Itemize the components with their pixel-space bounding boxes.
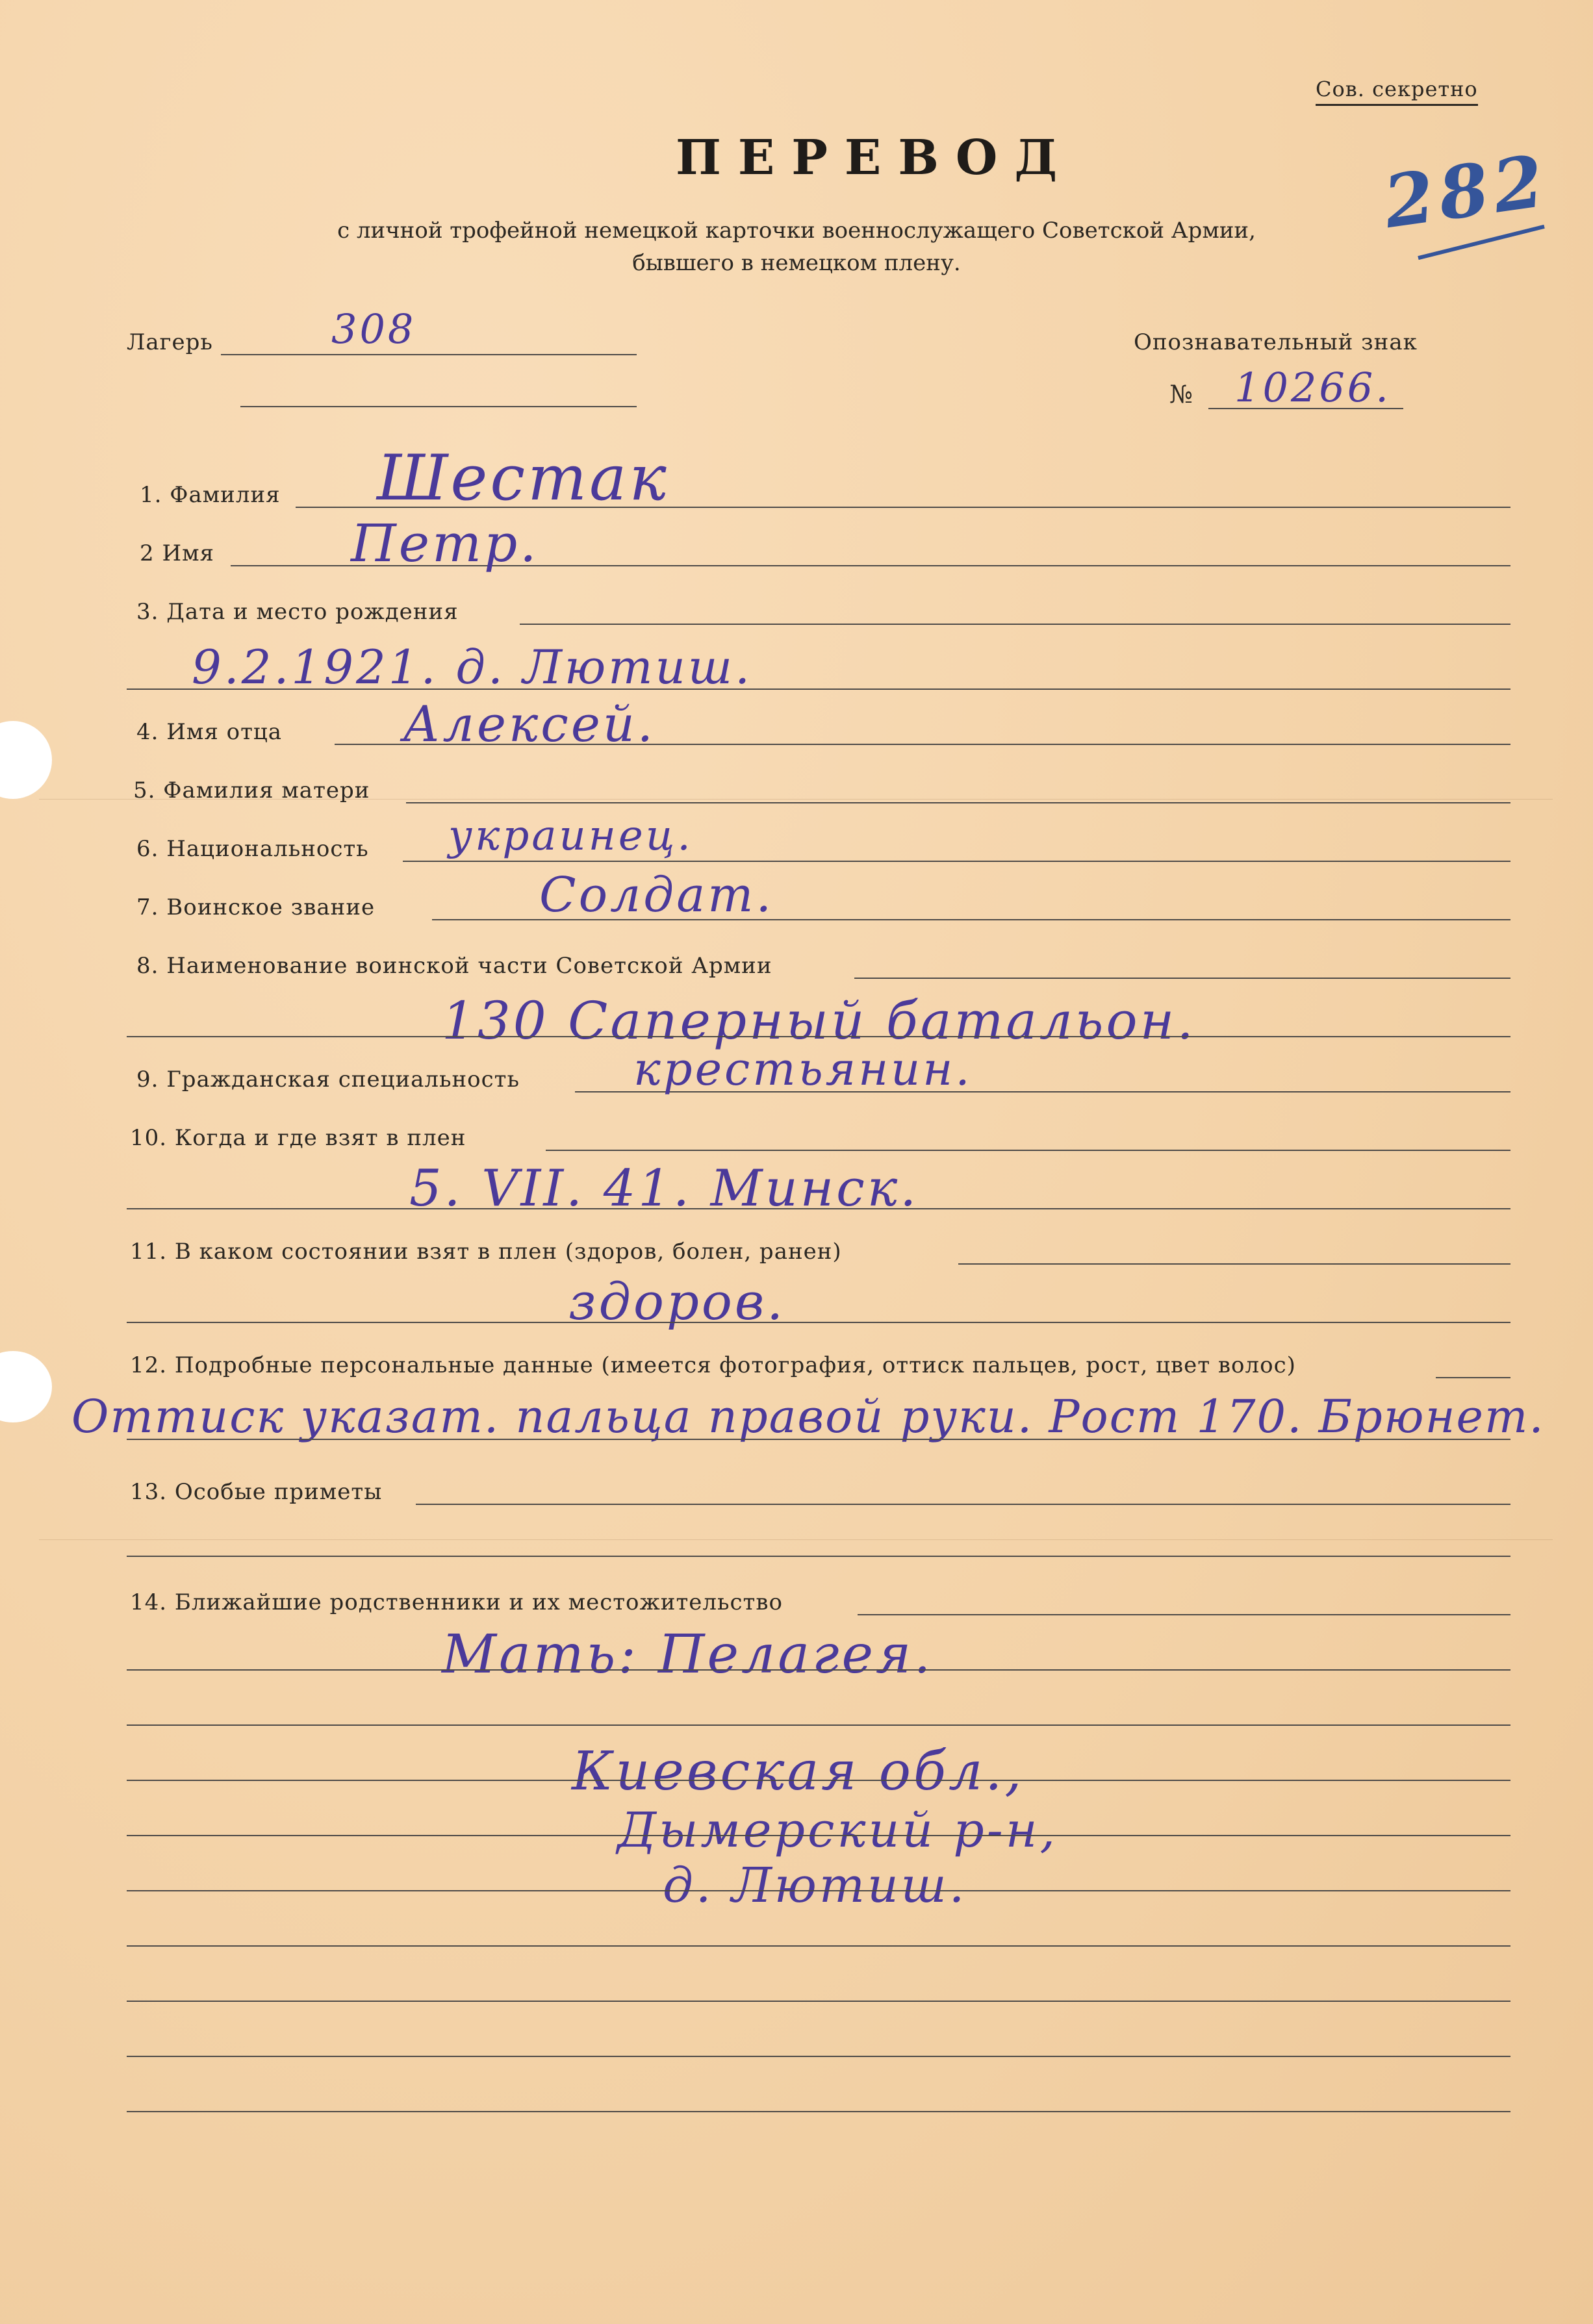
field-1-label: 1. Фамилия [140, 482, 281, 508]
field-14-line-10 [127, 2111, 1510, 2112]
field-4-label: 4. Имя отца [136, 719, 283, 745]
field-12-line-2 [127, 1439, 1510, 1440]
field-3-label: 3. Дата и место рождения [136, 599, 459, 625]
field-11-line [958, 1263, 1510, 1265]
field-10-line [546, 1150, 1510, 1151]
field-6-value: украинец. [448, 812, 693, 860]
field-10-label: 10. Когда и где взят в плен [130, 1125, 466, 1151]
field-13-line [416, 1504, 1510, 1505]
field-9-label: 9. Гражданская специальность [136, 1067, 520, 1093]
field-6-line [403, 861, 1510, 862]
field-3-line-2 [127, 688, 1510, 690]
punch-hole [0, 1351, 52, 1422]
field-2-label: 2 Имя [140, 540, 214, 566]
field-14-line-3 [127, 1724, 1510, 1726]
camp-label: Лагерь [127, 329, 213, 355]
field-12-value: Оттиск указат. пальца правой руки. Рост 170. Брюнет. [71, 1390, 1545, 1443]
field-8-line [854, 978, 1510, 979]
field-14-line-8 [127, 2001, 1510, 2002]
field-10-value: 5. VII. 41. Минск. [409, 1159, 919, 1218]
field-9-value: крестьянин. [633, 1042, 973, 1096]
field-12-label: 12. Подробные персональные данные (имеется фотография, оттиск пальцев, рост, цвет волос) [130, 1352, 1296, 1378]
field-8-line-2 [127, 1036, 1510, 1037]
camp-line [221, 354, 637, 355]
field-6-label: 6. Национальность [136, 836, 369, 862]
field-13-line-2 [127, 1556, 1510, 1557]
field-14-value-line-3: Дымерский р-н, [617, 1802, 1058, 1858]
field-14-line [858, 1614, 1510, 1615]
subtitle-line-1: с личной трофейной немецкой карточки военнослужащего Советской Армии, [337, 218, 1256, 244]
field-14-value-line-4: д. Лютиш. [663, 1858, 967, 1914]
tag-number-sign: № [1169, 380, 1193, 409]
field-14-line-2 [127, 1669, 1510, 1671]
field-8-label: 8. Наименование воинской части Советской Армии [136, 953, 772, 979]
field-3-value: 9.2.1921. д. Лютиш. [192, 640, 753, 694]
field-8-value: 130 Саперный батальон. [442, 991, 1196, 1051]
field-14-line-5 [127, 1835, 1510, 1836]
field-14-line-6 [127, 1890, 1510, 1891]
field-14-value-line-2: Киевская обл., [572, 1741, 1025, 1802]
field-11-value: здоров. [568, 1273, 786, 1332]
field-2-value: Петр. [351, 513, 539, 574]
document-title: ПЕРЕВОД [676, 130, 1075, 186]
field-11-line-2 [127, 1322, 1510, 1323]
field-12-line [1436, 1377, 1510, 1378]
field-7-label: 7. Воинское звание [136, 894, 376, 920]
punch-hole [0, 721, 52, 799]
field-11-label: 11. В каком состоянии взят в плен (здоров, болен, ранен) [130, 1239, 842, 1265]
classification-stamp: Сов. секретно [1316, 77, 1478, 106]
handwritten-number: 282 [1379, 138, 1554, 245]
camp-value: 308 [331, 305, 416, 353]
field-7-value: Солдат. [539, 867, 774, 923]
field-1-value: Шестак [377, 442, 669, 514]
field-10-line-2 [127, 1208, 1510, 1209]
field-13-label: 13. Особые приметы [130, 1479, 383, 1505]
subtitle-line-2: бывшего в немецком плену. [632, 250, 961, 276]
tag-value: 10266. [1234, 364, 1391, 411]
field-14-line-4 [127, 1780, 1510, 1781]
camp-line-2 [240, 406, 637, 407]
field-5-label: 5. Фамилия матери [133, 777, 370, 803]
field-14-label: 14. Ближайшие родственники и их местожительство [130, 1589, 783, 1615]
field-14-value-line-1: Мать: Пелагея. [442, 1624, 934, 1686]
tag-label: Опознавательный знак [1134, 329, 1418, 355]
field-14-line-7 [127, 1945, 1510, 1947]
field-5-line [406, 802, 1510, 803]
field-4-value: Алексей. [403, 695, 656, 753]
paper-fold [39, 1539, 1553, 1540]
field-3-line [520, 624, 1510, 625]
field-14-line-9 [127, 2056, 1510, 2057]
